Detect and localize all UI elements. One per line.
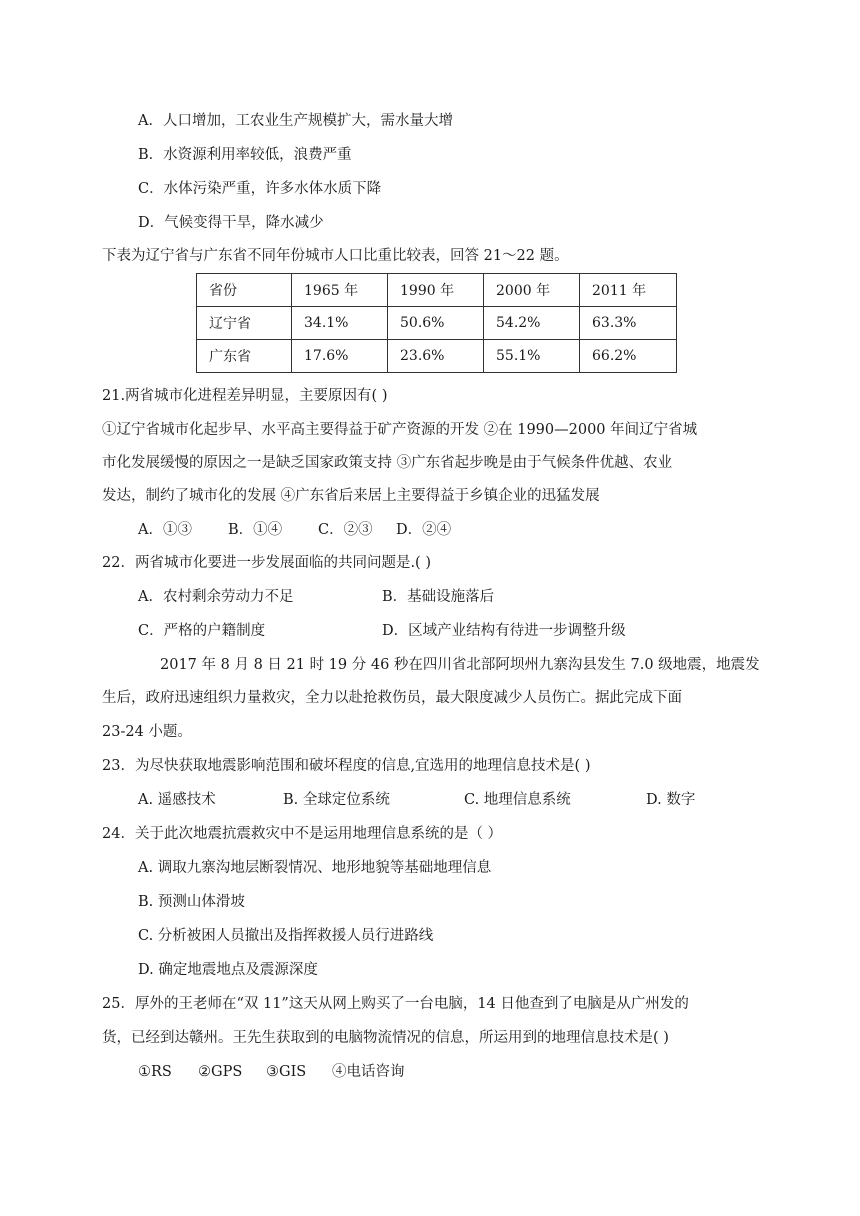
q21-option-a: A．①③ — [138, 522, 192, 538]
q23-option-c: C. 地理信息系统 — [464, 792, 571, 808]
q25-line-2: 货，已经到达赣州。王先生获取到的电脑物流情况的信息，所运用到的地理信息技术是( ) — [102, 1030, 669, 1046]
q23-option-b: B. 全球定位系统 — [283, 792, 390, 808]
q21-line-1: ①辽宁省城市化起步早、水平高主要得益于矿产资源的开发 ②在 1990—2000 年间辽宁省城 — [102, 422, 698, 438]
q25-option-3: ③GIS — [266, 1064, 307, 1080]
q24-option-b: B. 预测山体滑坡 — [138, 894, 245, 910]
q24-option-a: A. 调取九寨沟地层断裂情况、地形地貌等基础地理信息 — [138, 860, 492, 876]
q24-stem: 24．关于此次地震抗震救灾中不是运用地理信息系统的是（ ） — [102, 826, 503, 842]
intro-21-22: 下表为辽宁省与广东省不同年份城市人口比重比较表，回答 21～22 题。 — [102, 248, 569, 264]
table-cell: 63.3% — [580, 307, 677, 340]
q21-option-c: C．②③ — [318, 522, 373, 538]
table-cell: 广东省 — [197, 340, 292, 373]
q21-line-3: 发达，制约了城市化的发展 ④广东省后来居上主要得益于乡镇企业的迅猛发展 — [102, 488, 600, 504]
q22-stem: 22．两省城市化要进一步发展面临的共同问题是.( ) — [102, 555, 431, 571]
q22-option-a: A．农村剩余劳动力不足 — [138, 589, 294, 605]
q22-option-b: B．基础设施落后 — [382, 589, 495, 605]
urban-population-table — [196, 273, 677, 373]
table-header-cell: 2000 年 — [484, 274, 580, 307]
q24-option-c: C. 分析被困人员撤出及指挥救援人员行进路线 — [138, 928, 434, 944]
table-header-cell: 1965 年 — [292, 274, 388, 307]
q25-line-1: 25．厚外的王老师在“双 11”这天从网上购买了一台电脑，14 日他查到了电脑是从广州发的 — [102, 996, 689, 1012]
q25-option-2: ②GPS — [198, 1064, 243, 1080]
q24-option-d: D. 确定地震地点及震源深度 — [138, 962, 318, 978]
table-cell: 23.6% — [388, 340, 484, 373]
q20-option-a: A．人口增加，工农业生产规模扩大，需水量大增 — [138, 113, 453, 129]
q23-stem: 23．为尽快获取地震影响范围和破坏程度的信息,宜选用的地理信息技术是( ) — [102, 758, 591, 774]
q23-option-a: A. 遥感技术 — [138, 792, 216, 808]
table-cell: 55.1% — [484, 340, 580, 373]
q22-option-c: C．严格的户籍制度 — [138, 623, 266, 639]
table-cell: 66.2% — [580, 340, 677, 373]
q25-option-1: ①RS — [138, 1064, 172, 1080]
table-cell: 50.6% — [388, 307, 484, 340]
q21-option-b: B．①④ — [228, 522, 283, 538]
q21-option-d: D．②④ — [396, 522, 452, 538]
q21-line-2: 市化发展缓慢的原因之一是缺乏国家政策支持 ③广东省起步晚是由于气候条件优越、农业 — [102, 455, 673, 471]
table-header-row — [197, 274, 677, 307]
table-cell: 17.6% — [292, 340, 388, 373]
q21-stem: 21.两省城市化进程差异明显，主要原因有( ) — [102, 388, 388, 404]
q25-option-4: ④电话咨询 — [332, 1064, 405, 1080]
q20-option-b: B．水资源利用率较低，浪费严重 — [138, 147, 352, 163]
table-row — [197, 307, 677, 340]
table-row — [197, 340, 677, 373]
q20-option-c: C．水体污染严重，许多水体水质下降 — [138, 181, 382, 197]
table-cell: 54.2% — [484, 307, 580, 340]
intro-23-24-line-1: 2017 年 8 月 8 日 21 时 19 分 46 秒在四川省北部阿坝州九寨沟县发生 7.0 级地震，地震发 — [160, 657, 760, 673]
q23-option-d: D. 数字 — [646, 792, 696, 808]
intro-23-24-line-3: 23-24 小题。 — [102, 724, 192, 740]
table-header-cell: 省份 — [197, 274, 292, 307]
q20-option-d: D．气候变得干旱，降水减少 — [138, 215, 324, 231]
intro-23-24-line-2: 生后，政府迅速组织力量救灾，全力以赴抢救伤员，最大限度减少人员伤亡。据此完成下面 — [102, 690, 682, 706]
table-header-cell: 1990 年 — [388, 274, 484, 307]
table-cell: 34.1% — [292, 307, 388, 340]
q22-option-d: D．区域产业结构有待进一步调整升级 — [382, 623, 626, 639]
table-header-cell: 2011 年 — [580, 274, 677, 307]
table-cell: 辽宁省 — [197, 307, 292, 340]
